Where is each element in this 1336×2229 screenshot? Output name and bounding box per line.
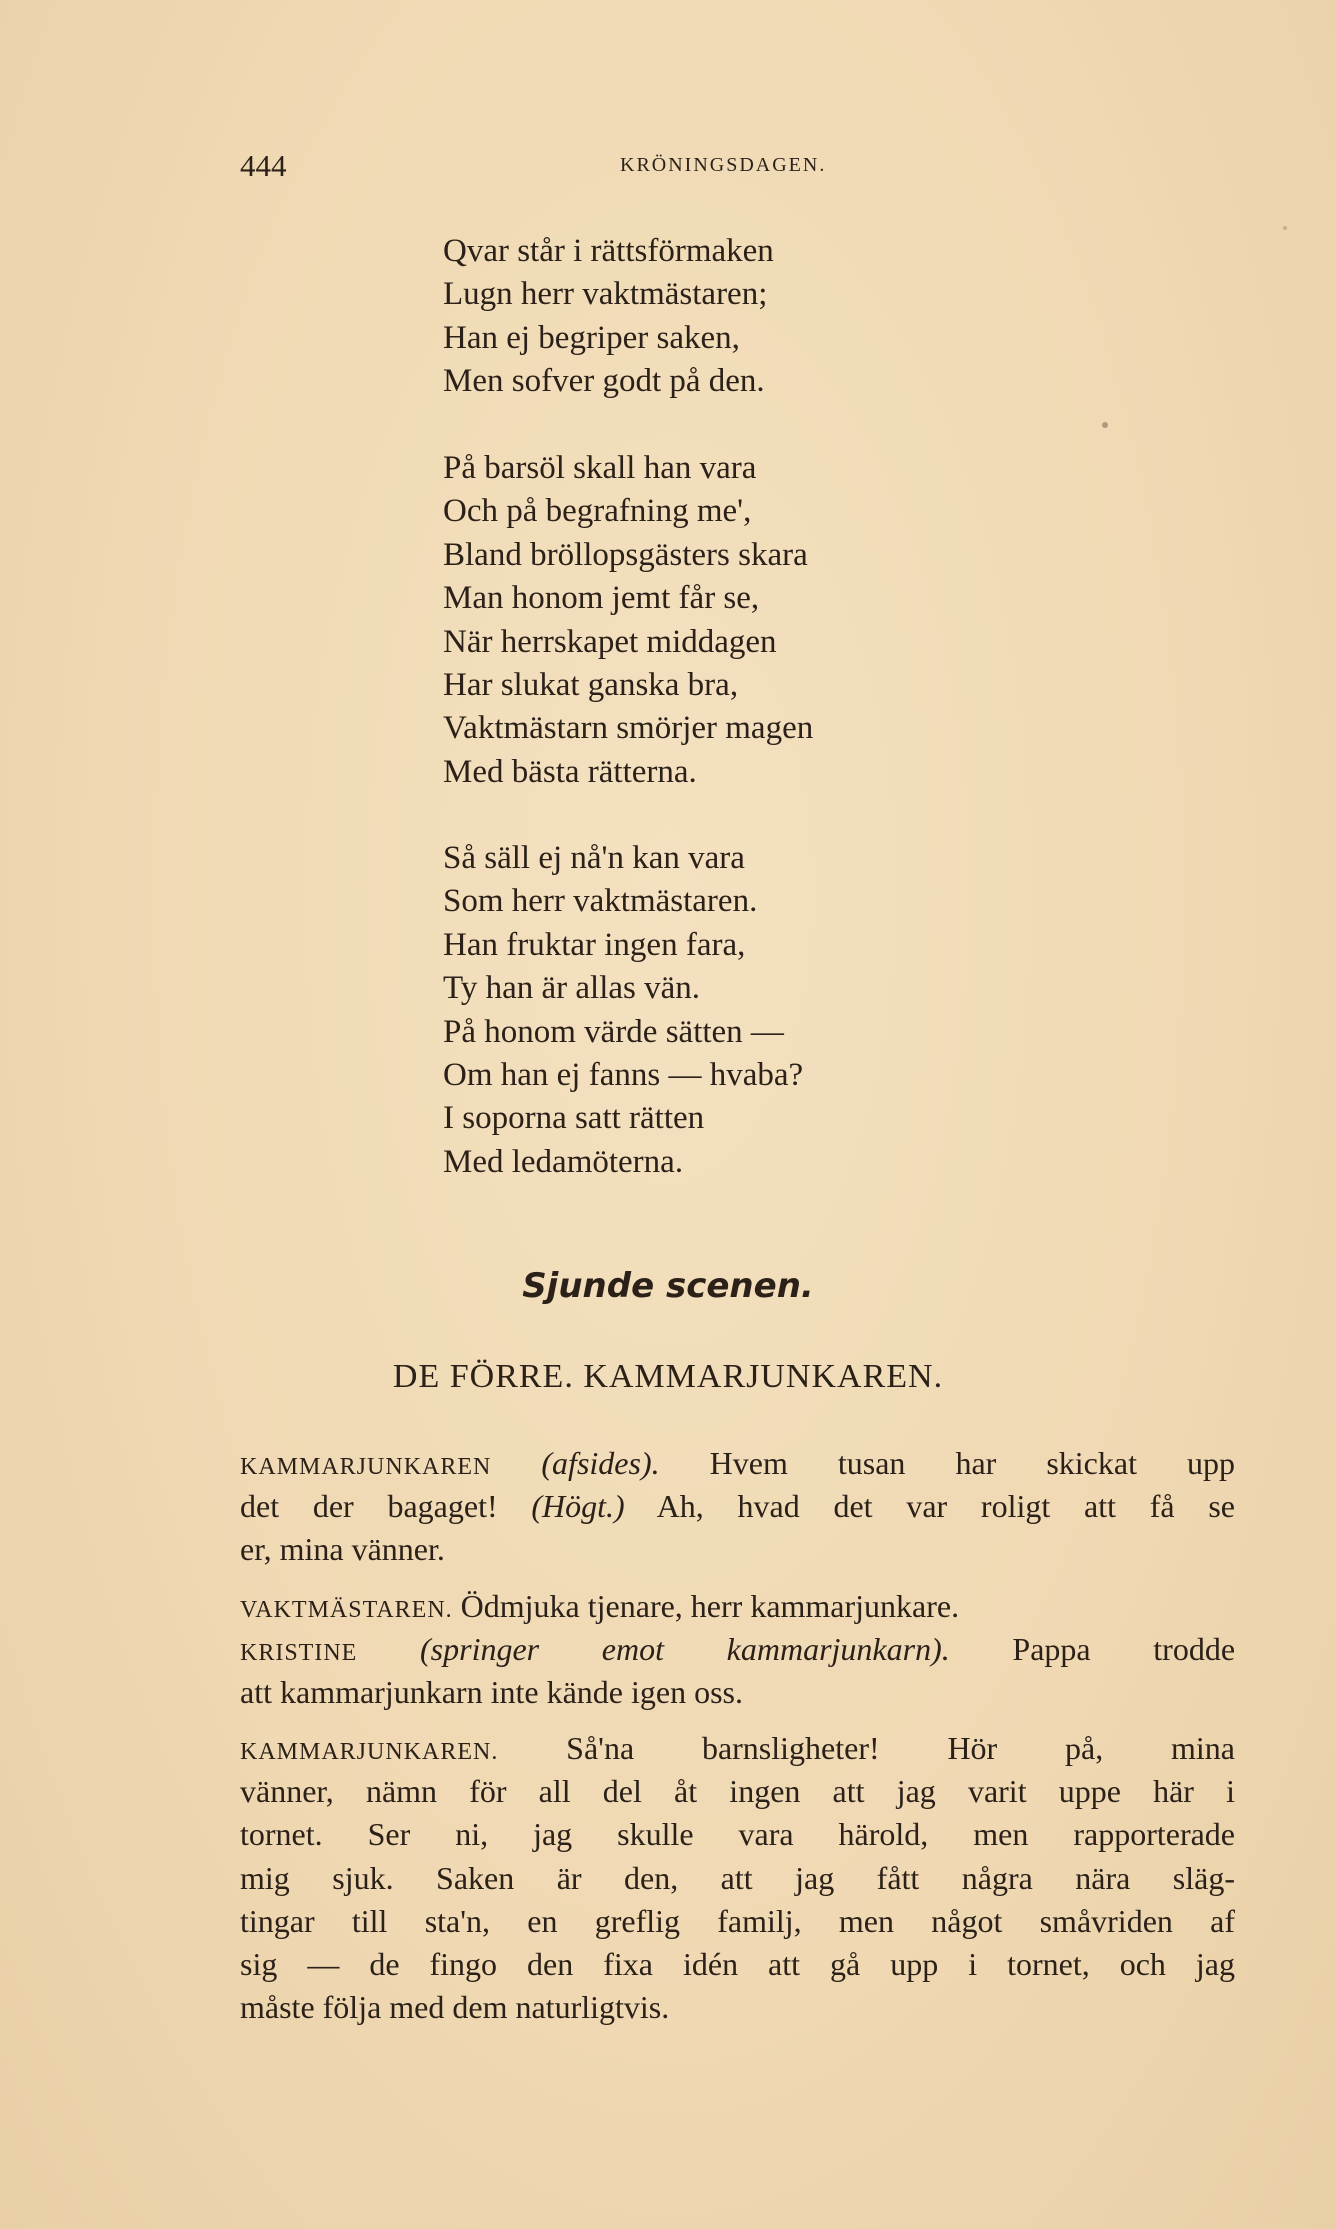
dialogue-text: Så'na barnsligheter! Hör på, mina <box>566 1730 1235 1766</box>
prose-line: vänner, nämn för all del åt ingen att jag varit uppe här i <box>240 1773 1235 1810</box>
verse-line: Om han ej fanns — hvaba? <box>443 1056 804 1093</box>
paper-speck <box>1102 422 1108 428</box>
dialogue-text: det der bagaget! <box>240 1488 498 1525</box>
prose-line: mig sjuk. Saken är den, att jag fått några nära släg- <box>240 1859 1235 1896</box>
verse-line: Som herr vaktmästaren. <box>443 883 758 920</box>
prose-line: att kammarjunkarn inte kände igen oss. <box>240 1674 743 1711</box>
speaker-name: KAMMARJUNKAREN. <box>240 1739 499 1765</box>
prose-line <box>240 1442 1235 1485</box>
stage-direction: (springer emot kammarjunkarn). <box>420 1631 950 1667</box>
prose-line <box>240 1628 1235 1671</box>
dialogue-kammarjunkaren-1 <box>240 1442 1235 1572</box>
prose-line: tornet. Ser ni, jag skulle vara härold, men rapporterade <box>240 1816 1235 1853</box>
verse-line: Han ej begriper saken, <box>443 319 740 356</box>
verse-line: När herrskapet middagen <box>443 623 777 660</box>
page-number: 444 <box>240 148 287 183</box>
prose-line <box>240 1485 1235 1528</box>
prose-line: måste följa med dem naturligtvis. <box>240 1989 670 2026</box>
cast-list: DE FÖRRE. KAMMARJUNKAREN. <box>392 1358 944 1395</box>
speaker-name: VAKTMÄSTAREN. <box>240 1597 453 1623</box>
dialogue-text: Pappa trodde <box>1012 1631 1235 1667</box>
dialogue-text: Ah, hvad det var roligt att få se <box>656 1488 1235 1525</box>
verse-line: Med bästa rätterna. <box>443 753 697 790</box>
stanza-1 <box>443 230 774 404</box>
dialogue-text: Ödmjuka tjenare, herr kammarjunkare. <box>460 1588 960 1624</box>
verse-line: På barsöl skall han vara <box>443 450 757 486</box>
prose-line: er, mina vänner. <box>240 1531 445 1568</box>
prose-line <box>240 1585 1235 1628</box>
scene-title: Sjunde scenen. <box>522 1266 814 1306</box>
dialogue-kammarjunkaren-2 <box>240 1727 1235 2029</box>
verse-line: Så säll ej nå'n kan vara <box>443 840 745 876</box>
paper-speck <box>1283 226 1287 230</box>
verse-line: Han fruktar ingen fara, <box>443 926 746 963</box>
verse-line: På honom värde sätten — <box>443 1013 784 1050</box>
page-header <box>240 148 1240 192</box>
verse-line: Ty han är allas vän. <box>443 970 701 1007</box>
stanza-2 <box>443 447 813 794</box>
speaker-name: KAMMARJUNKAREN <box>240 1454 492 1480</box>
verse-line: Qvar står i rättsförmaken <box>443 233 774 269</box>
verse-line: Man honom jemt får se, <box>443 580 760 617</box>
stanza-3 <box>443 837 803 1184</box>
stage-direction: (afsides). <box>541 1445 660 1481</box>
verse-line: Men sofver godt på den. <box>443 363 765 400</box>
prose-line: tingar till sta'n, en greflig familj, men något småvriden af <box>240 1902 1235 1939</box>
verse-line: Lugn herr vaktmästaren; <box>443 276 768 313</box>
stage-direction: (Högt.) <box>531 1488 625 1525</box>
prose-line: sig — de fingo den fixa idén att gå upp i tornet, och jag <box>240 1945 1235 1982</box>
verse-line: I soporna satt rätten <box>443 1100 705 1137</box>
speaker-name: KRISTINE <box>240 1640 358 1666</box>
dialogue-kristine <box>240 1628 1235 1714</box>
verse-line: Bland bröllopsgästers skara <box>443 536 808 573</box>
dialogue-vaktmastaren <box>240 1585 1235 1628</box>
prose-line <box>240 1727 1235 1770</box>
verse-line: Vaktmästarn smörjer magen <box>443 710 814 747</box>
verse-line: Har slukat ganska bra, <box>443 666 739 703</box>
verse-line: Och på begrafning me', <box>443 493 752 530</box>
dialogue-text: Hvem tusan har skickat upp <box>709 1445 1235 1481</box>
verse-line: Med ledamöterna. <box>443 1143 684 1180</box>
running-head: KRÖNINGSDAGEN. <box>620 154 827 176</box>
